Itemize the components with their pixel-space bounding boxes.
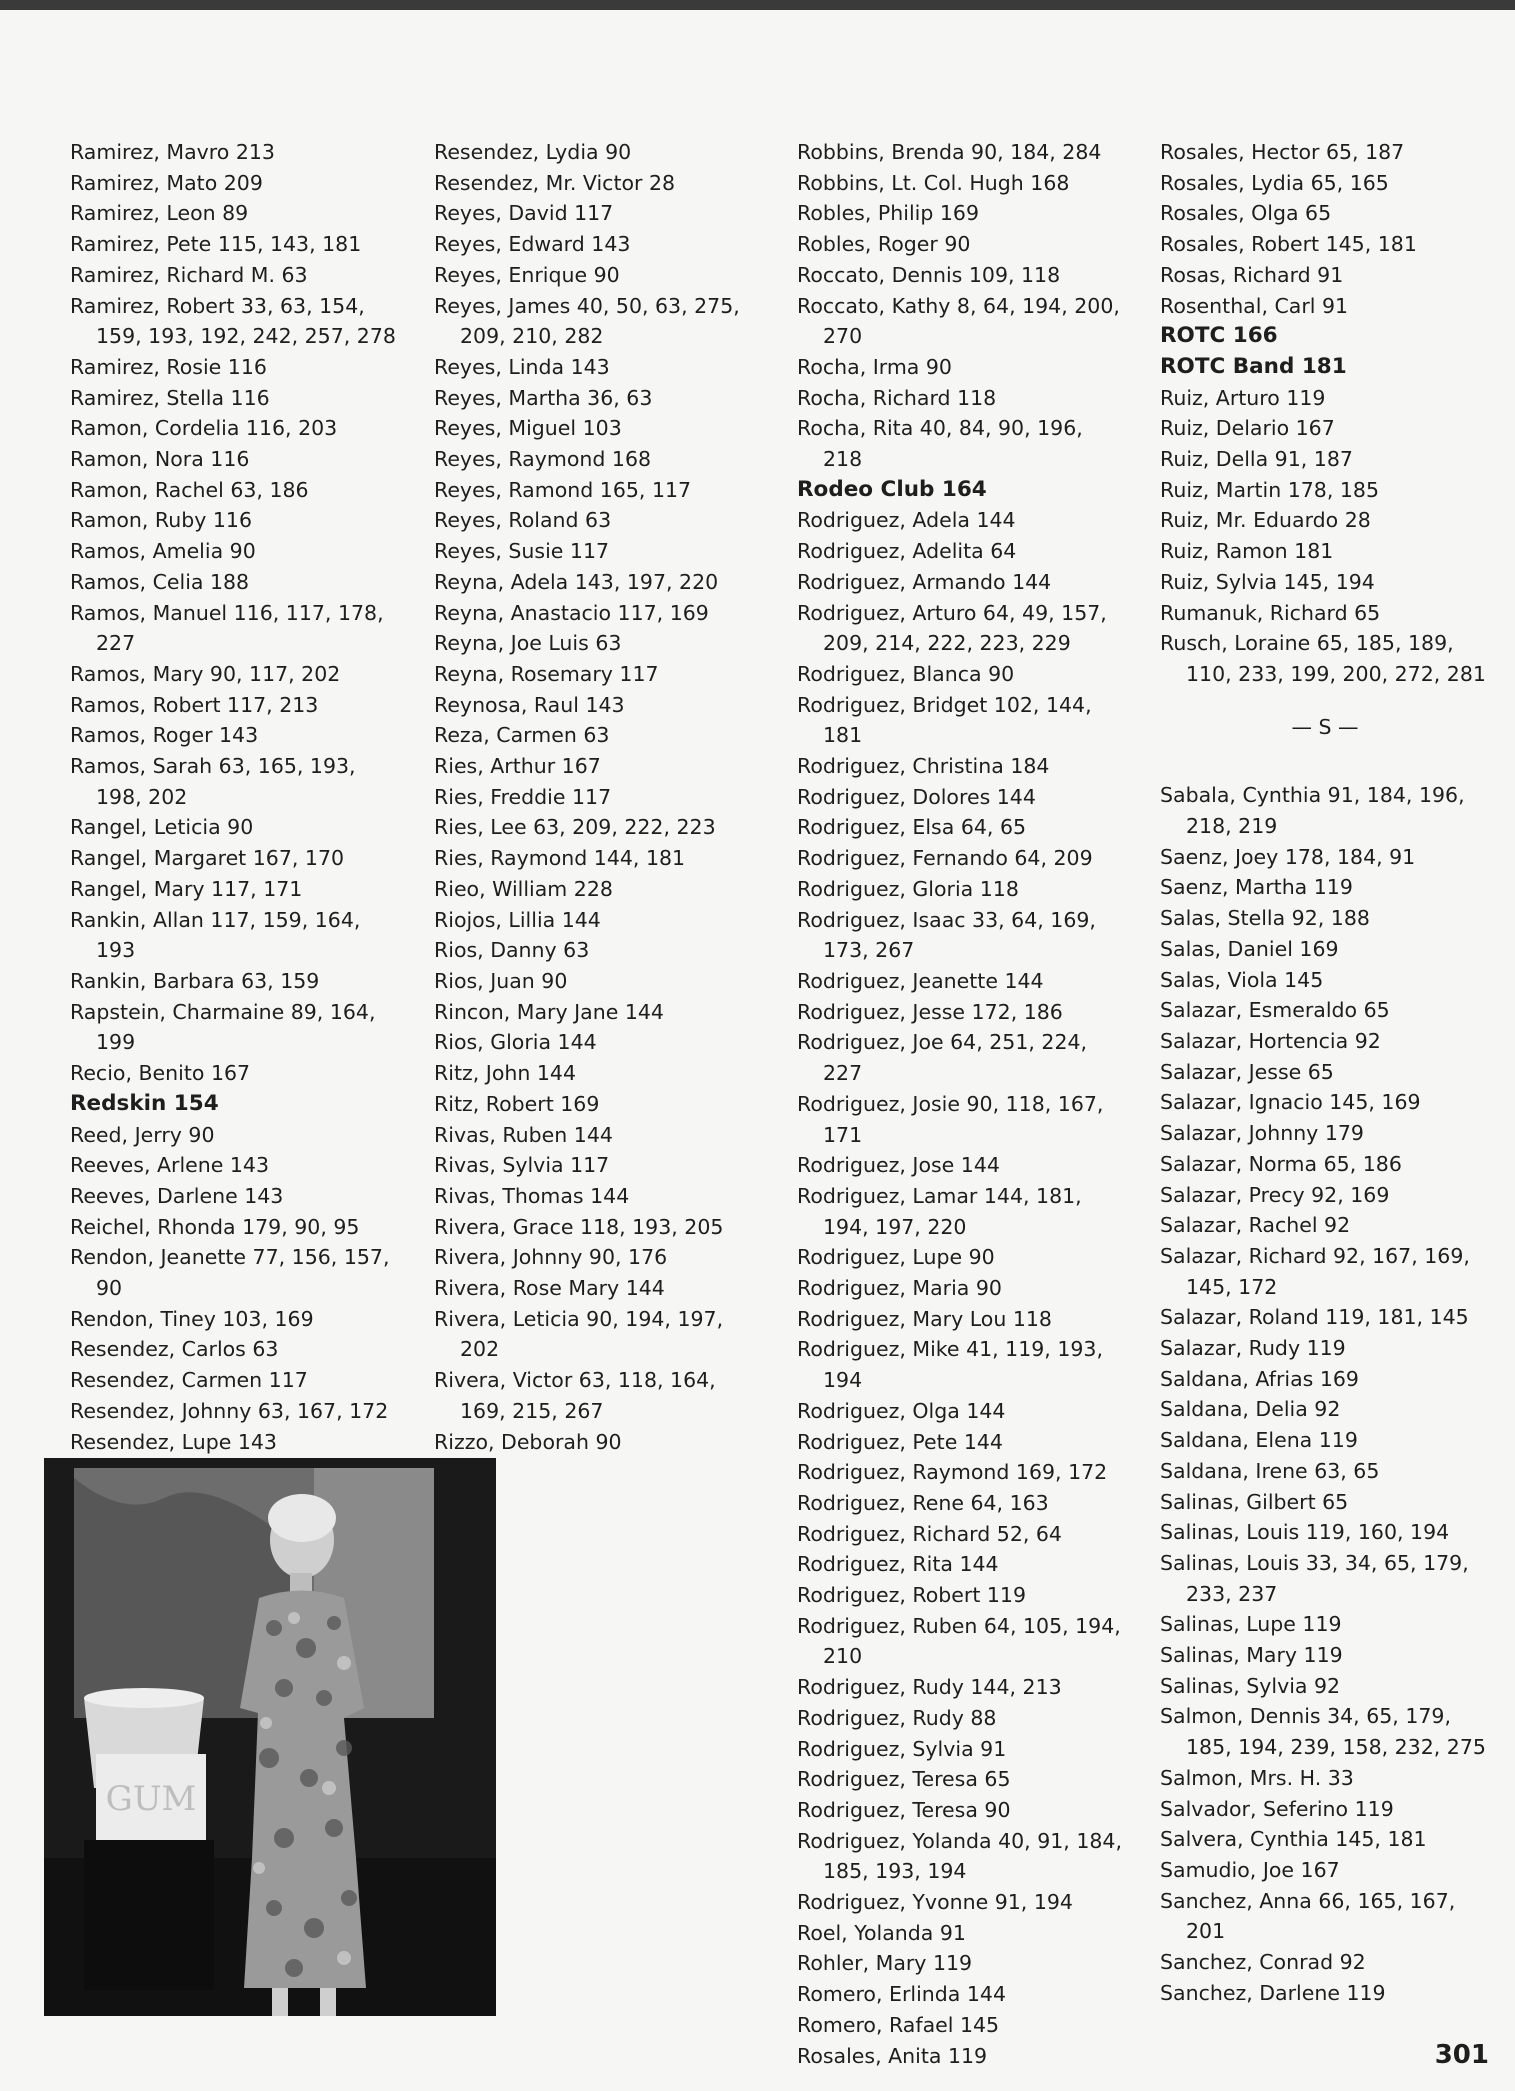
index-entry: Salazar, Roland 119, 181, 145 xyxy=(1160,1305,1469,1330)
index-entry: Rodriguez, Pete 144 xyxy=(797,1429,1003,1454)
index-heading-entry: Rodeo Club 164 xyxy=(797,476,987,502)
index-entry: Rodriguez, Adelita 64 xyxy=(797,539,1017,564)
scan-edge xyxy=(0,0,1515,10)
index-entry: Rodriguez, Elsa 64, 65 xyxy=(797,815,1027,840)
index-entry: Ruiz, Delario 167 xyxy=(1160,416,1335,441)
index-entry: Reed, Jerry 90 xyxy=(70,1122,215,1147)
index-entry: Recio, Benito 167 xyxy=(70,1061,251,1086)
index-entry: Salas, Daniel 169 xyxy=(1160,936,1339,961)
index-entry: Romero, Rafael 145 xyxy=(797,2012,1000,2037)
index-entry: Salmon, Mrs. H. 33 xyxy=(1160,1765,1354,1790)
index-entry: Ramos, Robert 117, 213 xyxy=(70,692,319,717)
index-entry: Salinas, Sylvia 92 xyxy=(1160,1673,1341,1698)
index-heading-entry: ROTC 166 xyxy=(1160,323,1278,349)
index-entry: Rodriguez, Josie 90, 118, 167, 171 xyxy=(797,1091,1104,1147)
index-entry: Saenz, Martha 119 xyxy=(1160,875,1353,900)
index-entry: Salazar, Rudy 119 xyxy=(1160,1336,1346,1361)
index-entry: Rieo, William 228 xyxy=(434,876,613,901)
index-entry: Salazar, Johnny 179 xyxy=(1160,1121,1364,1146)
index-entry: Ries, Freddie 117 xyxy=(434,784,612,809)
index-entry: Rios, Gloria 144 xyxy=(434,1030,597,1055)
index-entry: Salinas, Louis 119, 160, 194 xyxy=(1160,1520,1450,1545)
index-entry: Ramirez, Rosie 116 xyxy=(70,354,267,379)
index-entry: Rodriguez, Yvonne 91, 194 xyxy=(797,1890,1073,1915)
index-entry: Ruiz, Della 91, 187 xyxy=(1160,447,1353,472)
index-entry: Rohler, Mary 119 xyxy=(797,1951,973,1976)
index-entry: Salazar, Norma 65, 186 xyxy=(1160,1151,1402,1176)
index-entry: Rodriguez, Dolores 144 xyxy=(797,784,1036,809)
index-entry: Resendez, Lupe 143 xyxy=(70,1429,277,1454)
index-entry: Resendez, Carlos 63 xyxy=(70,1337,279,1362)
index-entry: Rios, Juan 90 xyxy=(434,968,568,993)
index-entry: Rodriguez, Jesse 172, 186 xyxy=(797,999,1063,1024)
index-entry: Rivera, Leticia 90, 194, 197, 202 xyxy=(434,1306,724,1362)
index-entry: Reyes, Edward 143 xyxy=(434,232,631,257)
index-entry: Rodriguez, Rudy 88 xyxy=(797,1705,997,1730)
index-entry: Romero, Erlinda 144 xyxy=(797,1982,1006,2007)
index-entry: Saldana, Delia 92 xyxy=(1160,1397,1341,1422)
index-entry: Sanchez, Darlene 119 xyxy=(1160,1980,1386,2005)
index-entry: Reyes, Ramond 165, 117 xyxy=(434,477,692,502)
index-entry: Rodriguez, Rene 64, 163 xyxy=(797,1490,1049,1515)
index-entry: Reyna, Joe Luis 63 xyxy=(434,631,622,656)
index-column-2 xyxy=(434,137,764,1457)
index-entry: Rosenthal, Carl 91 xyxy=(1160,293,1349,318)
index-entry: Rodriguez, Robert 119 xyxy=(797,1583,1027,1608)
index-entry: Rapstein, Charmaine 89, 164, 199 xyxy=(70,999,376,1055)
index-entry: Rangel, Leticia 90 xyxy=(70,815,254,840)
index-entry: Ramirez, Pete 115, 143, 181 xyxy=(70,232,362,257)
index-entry: Ramos, Mary 90, 117, 202 xyxy=(70,661,341,686)
index-entry: Reyna, Anastacio 117, 169 xyxy=(434,600,709,625)
index-entry: Salazar, Esmeraldo 65 xyxy=(1160,998,1390,1023)
index-entry: Rivera, Grace 118, 193, 205 xyxy=(434,1214,724,1239)
index-entry: Roccato, Kathy 8, 64, 194, 200, 270 xyxy=(797,293,1120,349)
index-entry: Robles, Philip 169 xyxy=(797,201,979,226)
index-entry: Salazar, Jesse 65 xyxy=(1160,1059,1334,1084)
index-entry: Ruiz, Ramon 181 xyxy=(1160,539,1334,564)
index-entry: Rivera, Rose Mary 144 xyxy=(434,1276,665,1301)
index-entry: Salazar, Rachel 92 xyxy=(1160,1213,1351,1238)
index-entry: Ramirez, Stella 116 xyxy=(70,385,270,410)
index-entry: Reyna, Adela 143, 197, 220 xyxy=(434,569,719,594)
index-entry: Rusch, Loraine 65, 185, 189, 110, 233, 199, 200, 272, 281 xyxy=(1160,631,1486,686)
index-entry: Ramirez, Mato 209 xyxy=(70,170,263,195)
index-entry: Ruiz, Mr. Eduardo 28 xyxy=(1160,508,1371,533)
index-entry: Roccato, Dennis 109, 118 xyxy=(797,262,1061,287)
index-entry: Resendez, Lydia 90 xyxy=(434,140,632,164)
section-separator: — S — xyxy=(1291,714,1359,739)
index-heading-entry: Redskin 154 xyxy=(70,1090,219,1116)
index-entry: Ramos, Roger 143 xyxy=(70,723,259,748)
index-entry: Reyes, Raymond 168 xyxy=(434,447,652,472)
index-entry: Rumanuk, Richard 65 xyxy=(1160,600,1381,625)
index-entry: Rodriguez, Gloria 118 xyxy=(797,876,1019,901)
index-entry: Rodriguez, Arturo 64, 49, 157, 209, 214, 222, 223, 229 xyxy=(797,600,1107,656)
index-entry: Rocha, Rita 40, 84, 90, 196, 218 xyxy=(797,416,1083,472)
index-entry: Rodriguez, Richard 52, 64 xyxy=(797,1521,1062,1546)
index-entry: Rodriguez, Teresa 65 xyxy=(797,1767,1011,1792)
index-entry: Salvera, Cynthia 145, 181 xyxy=(1160,1827,1427,1852)
index-entry: Reynosa, Raul 143 xyxy=(434,692,625,717)
index-entry: Robbins, Brenda 90, 184, 284 xyxy=(797,140,1102,164)
index-entry: Sanchez, Anna 66, 165, 167, 201 xyxy=(1160,1888,1456,1944)
index-entry: Rocha, Irma 90 xyxy=(797,354,952,379)
index-column-3 xyxy=(797,137,1127,2071)
index-entry: Rodriguez, Yolanda 40, 91, 184, 185, 193, 194 xyxy=(797,1828,1122,1884)
page-number: 301 xyxy=(1434,2040,1489,2070)
index-entry: Rodriguez, Isaac 33, 64, 169, 173, 267 xyxy=(797,907,1096,963)
index-entry: Ramos, Sarah 63, 165, 193, 198, 202 xyxy=(70,754,356,809)
index-entry: Ramirez, Mavro 213 xyxy=(70,140,275,164)
index-entry: Rankin, Barbara 63, 159 xyxy=(70,968,320,993)
index-entry: Samudio, Joe 167 xyxy=(1160,1857,1340,1882)
index-entry: Rios, Danny 63 xyxy=(434,938,590,963)
index-entry: Rocha, Richard 118 xyxy=(797,385,997,410)
index-entry: Sabala, Cynthia 91, 184, 196, 218, 219 xyxy=(1160,783,1465,839)
index-heading-entry: ROTC Band 181 xyxy=(1160,353,1347,379)
index-entry: Reyes, Linda 143 xyxy=(434,354,610,379)
index-entry: Ramirez, Richard M. 63 xyxy=(70,262,308,287)
index-entry: Rodriguez, Rudy 144, 213 xyxy=(797,1675,1062,1700)
index-entry: Rosales, Anita 119 xyxy=(797,2043,988,2068)
index-entry: Reyes, Enrique 90 xyxy=(434,262,620,287)
index-entry: Sanchez, Conrad 92 xyxy=(1160,1950,1366,1975)
index-entry: Ramon, Nora 116 xyxy=(70,447,250,472)
index-entry: Rodriguez, Ruben 64, 105, 194, 210 xyxy=(797,1613,1121,1669)
index-column-1 xyxy=(70,137,400,1457)
index-entry: Rodriguez, Adela 144 xyxy=(797,508,1016,533)
index-entry: Rendon, Tiney 103, 169 xyxy=(70,1306,314,1331)
index-entry: Rodriguez, Jose 144 xyxy=(797,1153,1000,1178)
index-entry: Rodriguez, Olga 144 xyxy=(797,1398,1006,1423)
index-entry: Ramon, Ruby 116 xyxy=(70,508,252,533)
index-entry: Saldana, Afrias 169 xyxy=(1160,1366,1359,1391)
index-entry: Ries, Raymond 144, 181 xyxy=(434,846,686,871)
index-entry: Salas, Viola 145 xyxy=(1160,967,1324,992)
index-entry: Saenz, Joey 178, 184, 91 xyxy=(1160,844,1416,869)
index-entry: Reyes, Martha 36, 63 xyxy=(434,385,653,410)
index-entry: Ramirez, Leon 89 xyxy=(70,201,249,226)
index-entry: Riojos, Lillia 144 xyxy=(434,907,601,932)
index-entry: Ritz, Robert 169 xyxy=(434,1091,600,1116)
index-entry: Rodriguez, Mike 41, 119, 193, 194 xyxy=(797,1337,1103,1393)
index-entry: Salinas, Lupe 119 xyxy=(1160,1612,1342,1637)
photo-woman-with-paint-can xyxy=(44,1458,496,2016)
index-entry: Ramirez, Robert 33, 63, 154, 159, 193, 192, 242, 257, 278 xyxy=(70,293,396,349)
index-entry: Rodriguez, Armando 144 xyxy=(797,569,1052,594)
index-entry: Salazar, Ignacio 145, 169 xyxy=(1160,1090,1421,1115)
index-entry: Roel, Yolanda 91 xyxy=(797,1920,966,1945)
index-entry: Resendez, Mr. Victor 28 xyxy=(434,170,676,195)
index-entry: Rodriguez, Teresa 90 xyxy=(797,1797,1011,1822)
index-entry: Rodriguez, Lamar 144, 181, 194, 197, 220 xyxy=(797,1183,1082,1239)
index-entry: Rosales, Robert 145, 181 xyxy=(1160,232,1417,257)
index-entry: Rodriguez, Christina 184 xyxy=(797,754,1050,779)
index-entry: Rankin, Allan 117, 159, 164, 193 xyxy=(70,907,361,963)
index-entry: Ramos, Celia 188 xyxy=(70,569,250,594)
index-entry: Robbins, Lt. Col. Hugh 168 xyxy=(797,170,1070,195)
index-entry: Ramos, Manuel 116, 117, 178, 227 xyxy=(70,600,384,656)
index-entry: Rodriguez, Jeanette 144 xyxy=(797,968,1044,993)
index-entry: Ramos, Amelia 90 xyxy=(70,539,256,564)
index-entry: Rizzo, Deborah 90 xyxy=(434,1429,622,1454)
index-entry: Reeves, Arlene 143 xyxy=(70,1153,270,1178)
index-entry: Rodriguez, Rita 144 xyxy=(797,1552,999,1577)
index-entry: Reyes, James 40, 50, 63, 275, 209, 210, 282 xyxy=(434,293,740,349)
index-entry: Ruiz, Martin 178, 185 xyxy=(1160,477,1380,502)
index-entry: Rendon, Jeanette 77, 156, 157, 90 xyxy=(70,1245,390,1301)
index-entry: Ries, Arthur 167 xyxy=(434,754,601,779)
index-entry: Ritz, John 144 xyxy=(434,1061,576,1086)
index-entry: Rivas, Sylvia 117 xyxy=(434,1153,610,1178)
index-entry: Resendez, Johnny 63, 167, 172 xyxy=(70,1398,389,1423)
index-entry: Ramon, Rachel 63, 186 xyxy=(70,477,309,502)
index-entry: Reyes, Susie 117 xyxy=(434,539,610,564)
index-entry: Rincon, Mary Jane 144 xyxy=(434,999,664,1024)
index-entry: Ruiz, Arturo 119 xyxy=(1160,385,1326,410)
index-entry: Rosales, Lydia 65, 165 xyxy=(1160,170,1389,195)
index-entry: Rodriguez, Raymond 169, 172 xyxy=(797,1460,1108,1485)
index-entry: Salmon, Dennis 34, 65, 179, 185, 194, 239, 158, 232, 275 xyxy=(1160,1704,1486,1760)
index-entry: Rivas, Thomas 144 xyxy=(434,1183,630,1208)
index-entry: Reza, Carmen 63 xyxy=(434,723,610,748)
index-entry: Rodriguez, Joe 64, 251, 224, 227 xyxy=(797,1030,1088,1086)
index-entry: Rangel, Margaret 167, 170 xyxy=(70,846,345,871)
index-entry: Rangel, Mary 117, 171 xyxy=(70,876,303,901)
index-entry: Robles, Roger 90 xyxy=(797,232,971,257)
index-entry: Reyes, Roland 63 xyxy=(434,508,612,533)
index-entry: Rodriguez, Blanca 90 xyxy=(797,661,1015,686)
index-entry: Saldana, Irene 63, 65 xyxy=(1160,1458,1380,1483)
index-entry: Resendez, Carmen 117 xyxy=(70,1368,308,1393)
index-entry: Rodriguez, Fernando 64, 209 xyxy=(797,846,1093,871)
index-entry: Salinas, Mary 119 xyxy=(1160,1643,1343,1668)
index-entry: Salvador, Seferino 119 xyxy=(1160,1796,1394,1821)
index-entry: Rodriguez, Sylvia 91 xyxy=(797,1736,1007,1761)
index-entry: Salazar, Richard 92, 167, 169, 145, 172 xyxy=(1160,1243,1470,1299)
index-entry: Salazar, Precy 92, 169 xyxy=(1160,1182,1390,1207)
index-entry: Rodriguez, Maria 90 xyxy=(797,1276,1002,1301)
index-entry: Rosas, Richard 91 xyxy=(1160,262,1344,287)
index-entry: Rosales, Hector 65, 187 xyxy=(1160,140,1405,164)
index-entry: Rivera, Victor 63, 118, 164, 169, 215, 267 xyxy=(434,1368,716,1423)
index-entry: Salas, Stella 92, 188 xyxy=(1160,906,1370,931)
index-entry: Rodriguez, Bridget 102, 144, 181 xyxy=(797,692,1092,748)
index-entry: Salazar, Hortencia 92 xyxy=(1160,1028,1381,1053)
index-entry: Saldana, Elena 119 xyxy=(1160,1428,1358,1453)
index-entry: Ramon, Cordelia 116, 203 xyxy=(70,416,338,441)
index-entry: Rivera, Johnny 90, 176 xyxy=(434,1245,668,1270)
index-entry: Rodriguez, Mary Lou 118 xyxy=(797,1306,1052,1331)
index-entry: Reyna, Rosemary 117 xyxy=(434,661,659,686)
index-entry: Ruiz, Sylvia 145, 194 xyxy=(1160,569,1375,594)
index-entry: Rodriguez, Lupe 90 xyxy=(797,1245,995,1270)
photo-sign-text: GUM xyxy=(105,1779,197,1819)
index-entry: Reyes, Miguel 103 xyxy=(434,416,622,441)
index-entry: Rivas, Ruben 144 xyxy=(434,1122,613,1147)
index-entry: Rosales, Olga 65 xyxy=(1160,201,1332,226)
index-entry: Salinas, Gilbert 65 xyxy=(1160,1489,1349,1514)
index-entry: Reichel, Rhonda 179, 90, 95 xyxy=(70,1214,360,1239)
index-column-4 xyxy=(1160,137,1490,2008)
index-entry: Ries, Lee 63, 209, 222, 223 xyxy=(434,815,716,840)
index-entry: Salinas, Louis 33, 34, 65, 179, 233, 237 xyxy=(1160,1550,1469,1606)
index-entry: Reyes, David 117 xyxy=(434,201,614,226)
index-entry: Reeves, Darlene 143 xyxy=(70,1183,284,1208)
